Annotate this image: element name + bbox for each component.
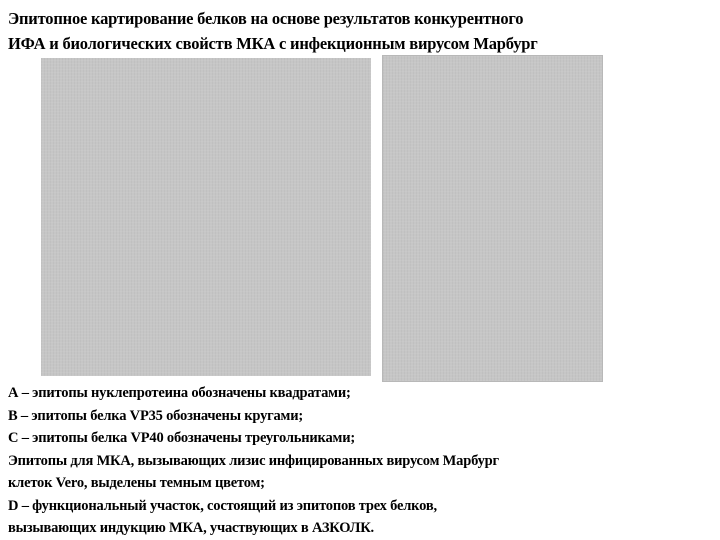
legend-line-d-cont: вызывающих индукцию МКА, участвующих в АЗКОЛК. [8, 520, 374, 536]
legend-line-b: В – эпитопы белка VP35 обозначены кругами; [8, 407, 304, 424]
legend-line-d: D – функциональный участок, состоящий из эпитопов трех белков, [8, 497, 437, 514]
figure-legend [8, 382, 708, 540]
title-line-1: Эпитопное картирование белков на основе результатов конкурентного [8, 9, 524, 28]
legend-line-a: А – эпитопы нуклепротеина обозначены квадратами; [8, 385, 351, 401]
epitope-map-figure-left [41, 58, 371, 376]
title-line-2: ИФА и биологических свойств МКА с инфекционным вирусом Марбург [8, 34, 538, 53]
legend-line-c: С – эпитопы белка VP40 обозначены треугольниками; [8, 430, 355, 446]
slide-title [8, 6, 708, 56]
epitope-map-figure-right [382, 55, 603, 382]
legend-line-lysis: Эпитопы для МКА, вызывающих лизис инфицированных вирусом Марбург [8, 452, 499, 469]
legend-line-lysis-cont: клеток Vero, выделены темным цветом; [8, 475, 265, 491]
